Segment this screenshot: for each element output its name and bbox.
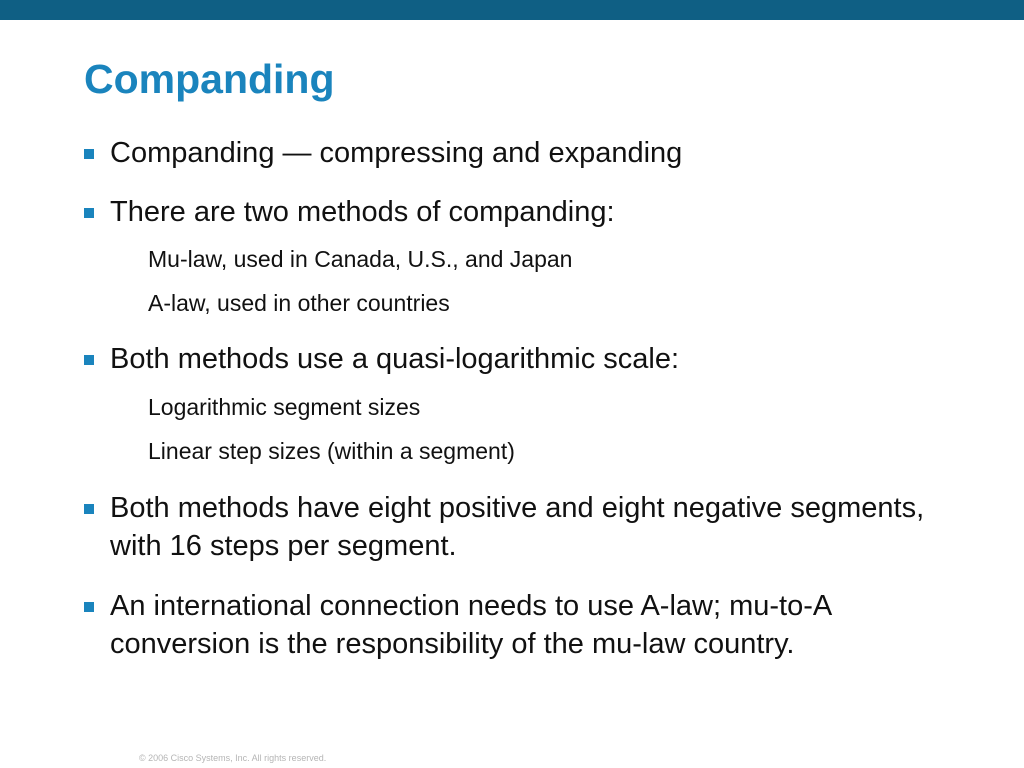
square-bullet-icon — [84, 355, 94, 365]
sub-bullet-text: Logarithmic segment sizes — [148, 394, 421, 420]
square-bullet-icon — [84, 504, 94, 514]
sub-bullet-text: Linear step sizes (within a segment) — [148, 438, 515, 464]
bullet-text: There are two methods of companding: — [110, 196, 615, 228]
slide-title: Companding — [84, 56, 335, 102]
square-bullet-icon — [84, 149, 94, 159]
bullet-text: An international connection needs to use A-law; mu-to-A conversion is the responsibility of the mu-law country. — [110, 590, 831, 660]
bullet-text: Both methods use a quasi-logarithmic scale: — [110, 343, 680, 375]
copyright-footer: © 2006 Cisco Systems, Inc. All rights reserved. — [139, 753, 327, 763]
bullet-item — [84, 587, 964, 663]
bullet-text: Companding — compressing and expanding — [110, 137, 683, 169]
bullet-item — [84, 489, 964, 565]
top-banner-bar — [0, 0, 1024, 20]
square-bullet-icon — [84, 602, 94, 612]
sub-bullet-text: Mu-law, used in Canada, U.S., and Japan — [148, 246, 573, 272]
bullet-item — [84, 134, 964, 172]
bullet-text: Both methods have eight positive and eight negative segments, with 16 steps per segment. — [110, 492, 925, 562]
square-bullet-icon — [84, 208, 94, 218]
sub-bullet-text: A-law, used in other countries — [148, 290, 450, 316]
bullet-item — [84, 193, 964, 231]
bullet-item — [84, 340, 964, 378]
